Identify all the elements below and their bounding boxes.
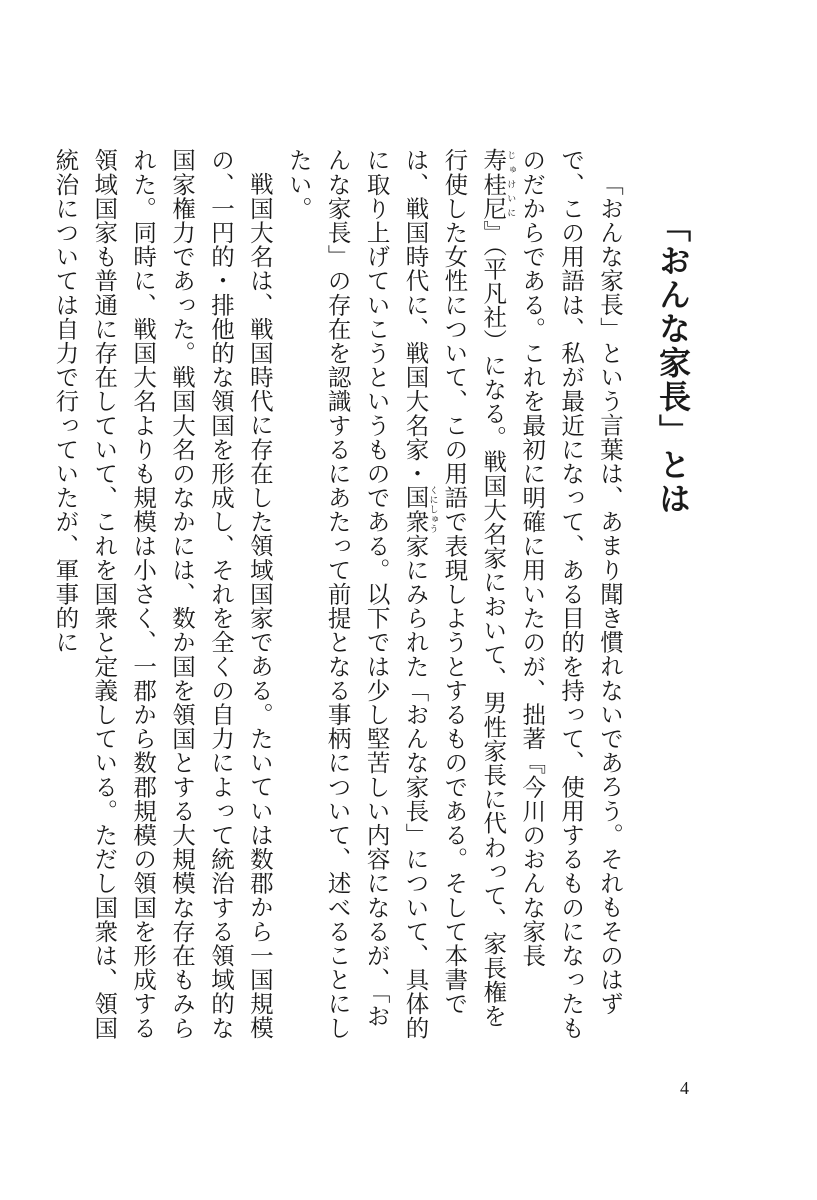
- paragraph-1-text-c: 家にみられた「おんな家長」について、具体的に取り上げていこうというものである。以下では少し堅苦しい内容になるが、「おんな家長」の存在を認識するにあたって前提となる事柄について、述べることにしたい。: [284, 148, 430, 1040]
- paragraph-2: 戦国大名は、戦国時代に存在した領域国家である。たいていは数郡から一国規模の、一円的・排他的な領国を形成し、それを全くの自力によって統治する領域的な国家権力であった。戦国大名のなかには、数か国を領国とする大規模な存在もみられた。同時に、戦国大名よりも規模は小さく、一郡から数郡規模の領国を形成する領域国家も普通に存在していて、これを国衆と定義している。ただし国衆は、領国統治については自力で行っていたが、軍事的に: [51, 148, 274, 1040]
- body-text: [51, 148, 629, 1048]
- page-number: 4: [680, 1078, 689, 1098]
- section-heading: 「おんな家長」とは: [654, 210, 692, 516]
- paragraph-1: [279, 148, 629, 1048]
- paragraph-1-text-a: 「おんな家長」という言葉は、あまり聞き慣れないであろう。それもそのはずで、この用語は、私が最近になって、ある目的を持って、使用するものになったものだからである。これを最初に明確に用いたのが、拙著『今川のおんな家長: [518, 148, 624, 1040]
- paragraph-1-text-b: 』（平凡社）になる。戦国大名家において、男性家長に代わって、家長権を行使した女性について、この用語で表現しようとするものである。そして本書では、戦国時代に、戦国大名家・: [401, 148, 508, 1028]
- ruby-jukeini: 寿桂尼じゅけいに: [479, 148, 516, 221]
- ruby-kunishu: 国衆くにしゅう: [401, 485, 438, 534]
